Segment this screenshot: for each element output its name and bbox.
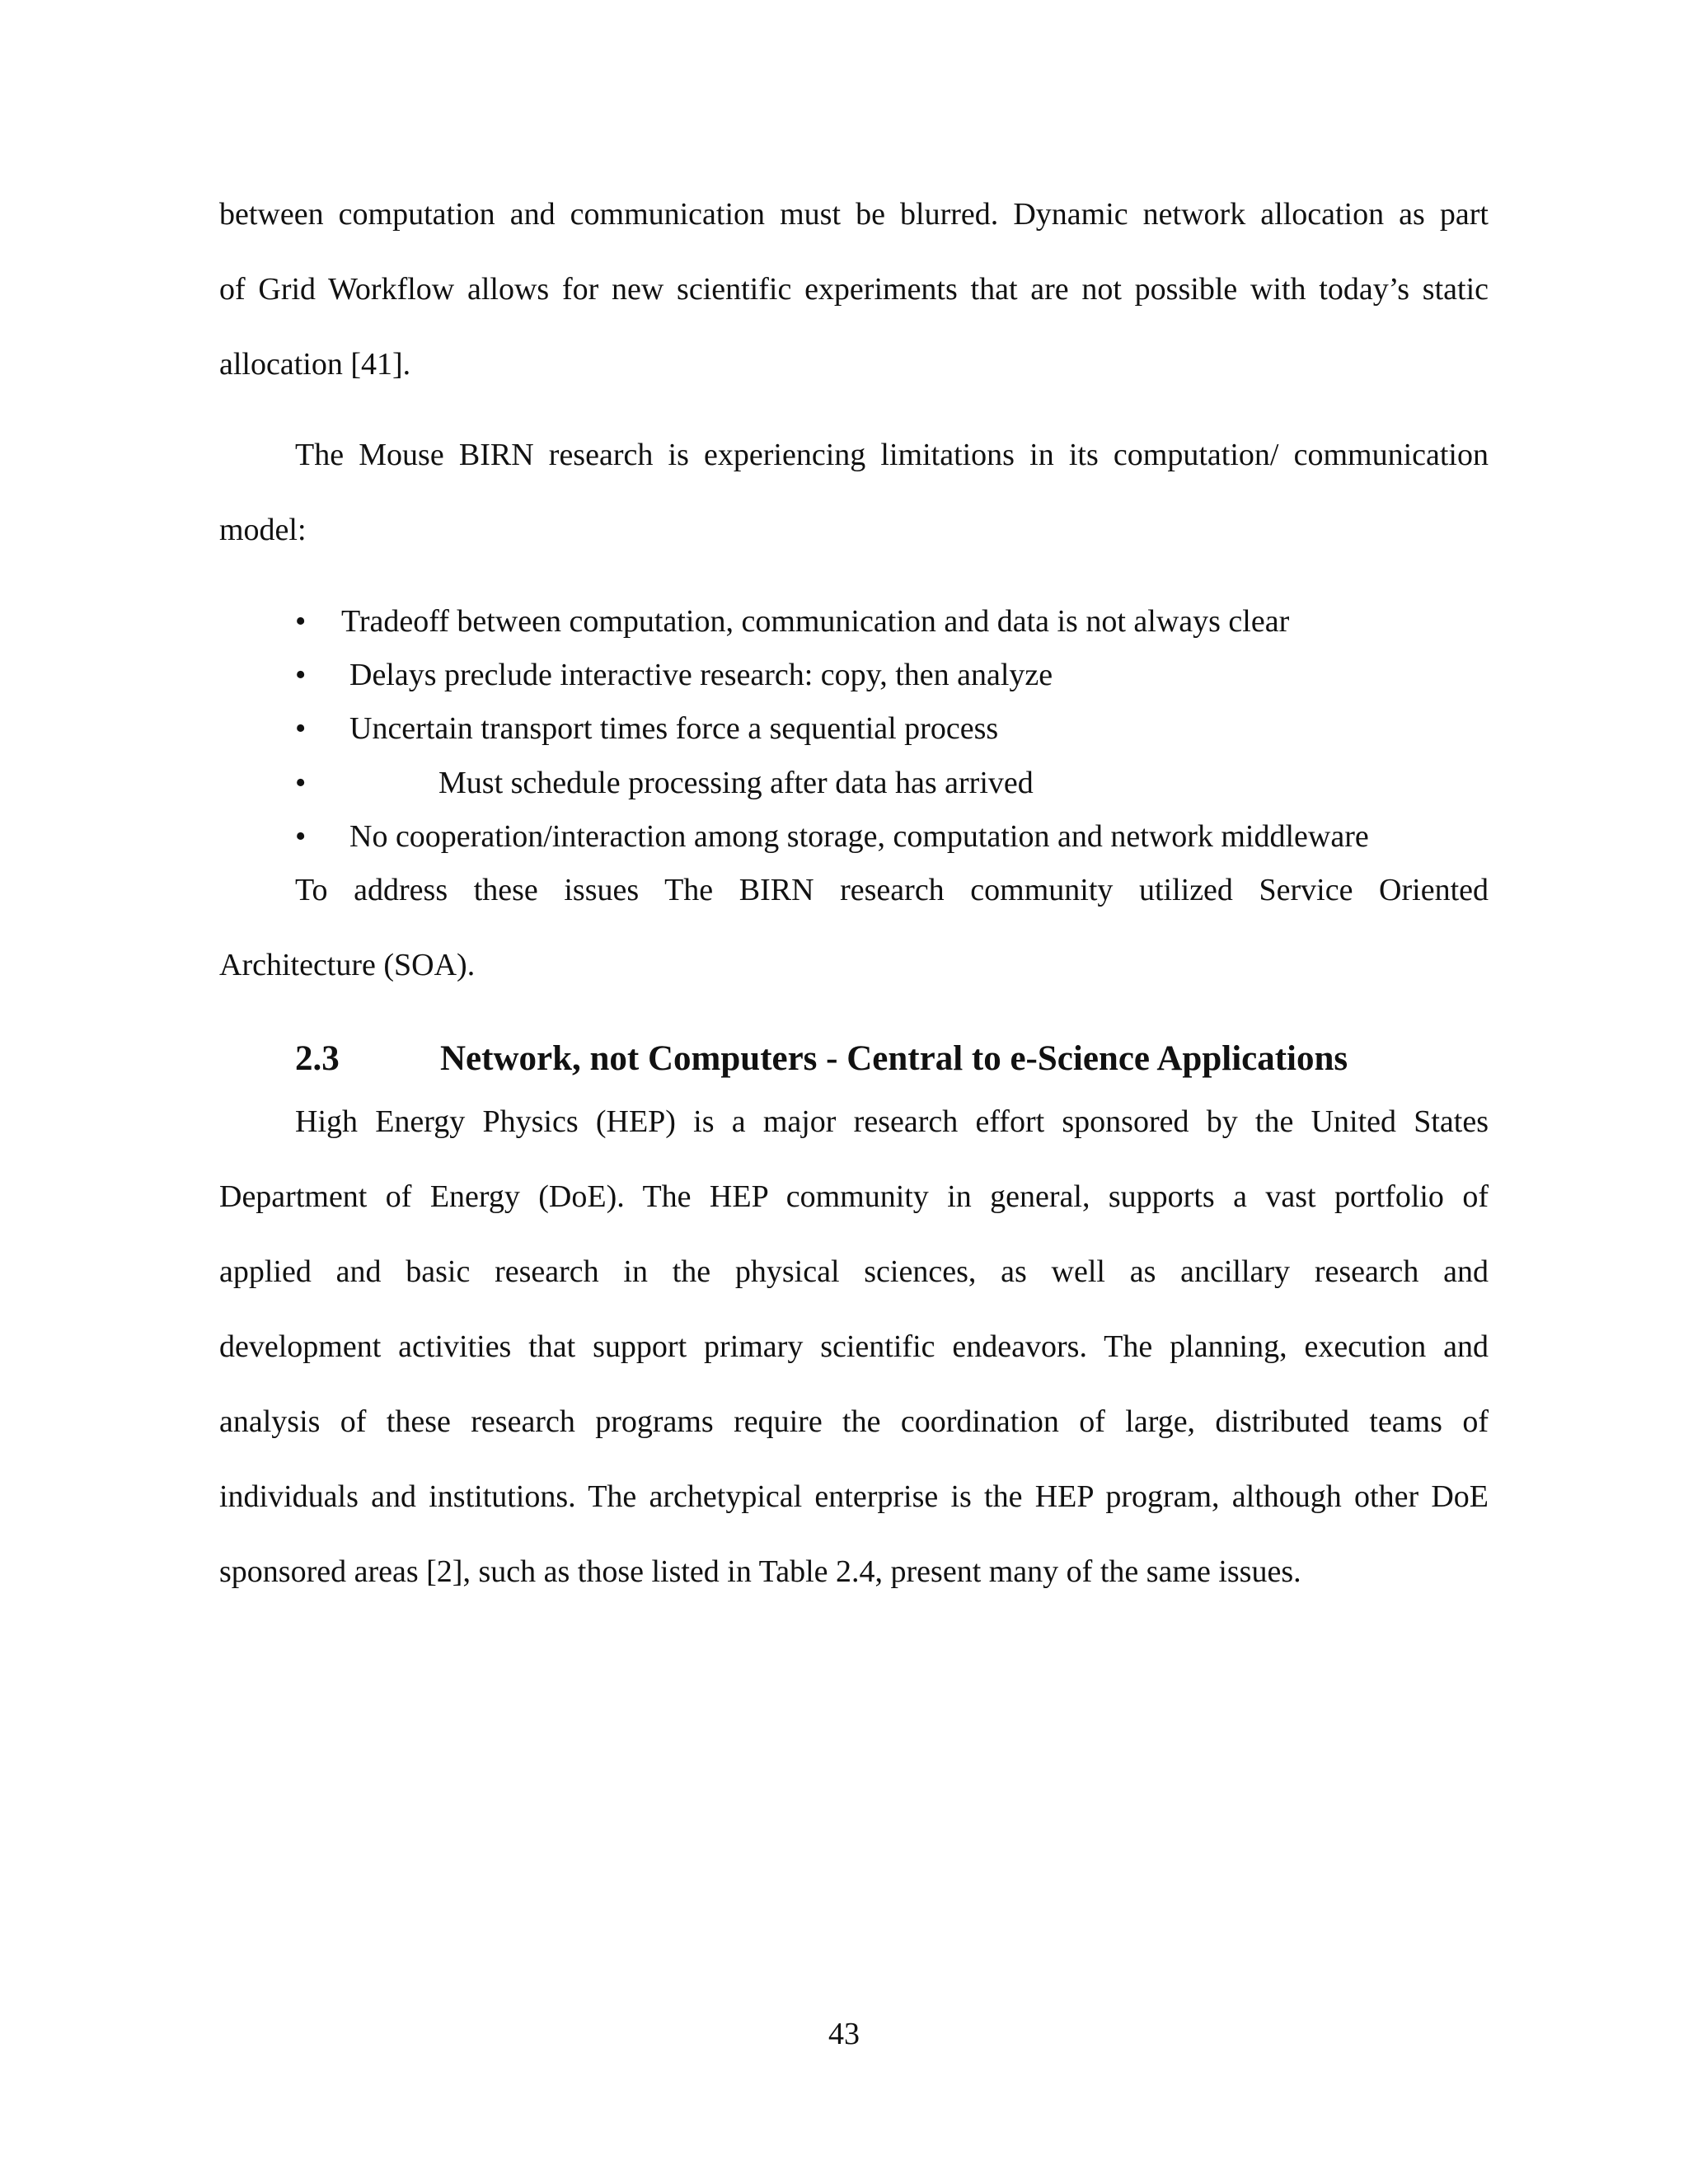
text-line: applied and basic research in the physical sciences, as well as ancillary research and bbox=[219, 1254, 1489, 1289]
list-item-text: No cooperation/interaction among storage, computation and network middleware bbox=[349, 819, 1369, 854]
text-line: individuals and institutions. The archetypical enterprise is the HEP program, although other DoE bbox=[219, 1479, 1489, 1514]
bullet-marker: • bbox=[295, 604, 307, 639]
text-line: Department of Energy (DoE). The HEP community in general, supports a vast portfolio of bbox=[219, 1179, 1489, 1214]
bullet-marker: • bbox=[295, 819, 307, 854]
list-item-text: Tradeoff between computation, communication and data is not always clear bbox=[341, 604, 1290, 639]
section-number: 2.3 bbox=[295, 1039, 340, 1078]
text-line: between computation and communication must be blurred. Dynamic network allocation as part bbox=[219, 197, 1489, 232]
list-item-text: Delays preclude interactive research: copy, then analyze bbox=[349, 658, 1053, 692]
section-title: Network, not Computers - Central to e-Science Applications bbox=[440, 1039, 1348, 1078]
bullet-marker: • bbox=[295, 658, 307, 692]
text-line: of Grid Workflow allows for new scientific experiments that are not possible with today’s static bbox=[219, 272, 1489, 307]
text-line: The Mouse BIRN research is experiencing limitations in its computation/ communication bbox=[295, 438, 1489, 472]
text-line: model: bbox=[219, 513, 307, 547]
text-line: development activities that support primary scientific endeavors. The planning, execution and bbox=[219, 1329, 1489, 1364]
text-line: allocation [41]. bbox=[219, 347, 411, 382]
text-line: sponsored areas [2], such as those listed in Table 2.4, present many of the same issues. bbox=[219, 1554, 1301, 1589]
list-item-text: Must schedule processing after data has arrived bbox=[438, 766, 1034, 800]
bullet-marker: • bbox=[295, 711, 307, 746]
text-line: analysis of these research programs require the coordination of large, distributed teams of bbox=[219, 1404, 1489, 1439]
text-line: High Energy Physics (HEP) is a major research effort sponsored by the United States bbox=[295, 1104, 1489, 1139]
list-item-text: Uncertain transport times force a sequential process bbox=[349, 711, 999, 746]
text-line: Architecture (SOA). bbox=[219, 948, 476, 982]
page-number: 43 bbox=[828, 2017, 860, 2051]
text-line: To address these issues The BIRN research community utilized Service Oriented bbox=[295, 873, 1489, 907]
bullet-marker: • bbox=[295, 766, 307, 800]
